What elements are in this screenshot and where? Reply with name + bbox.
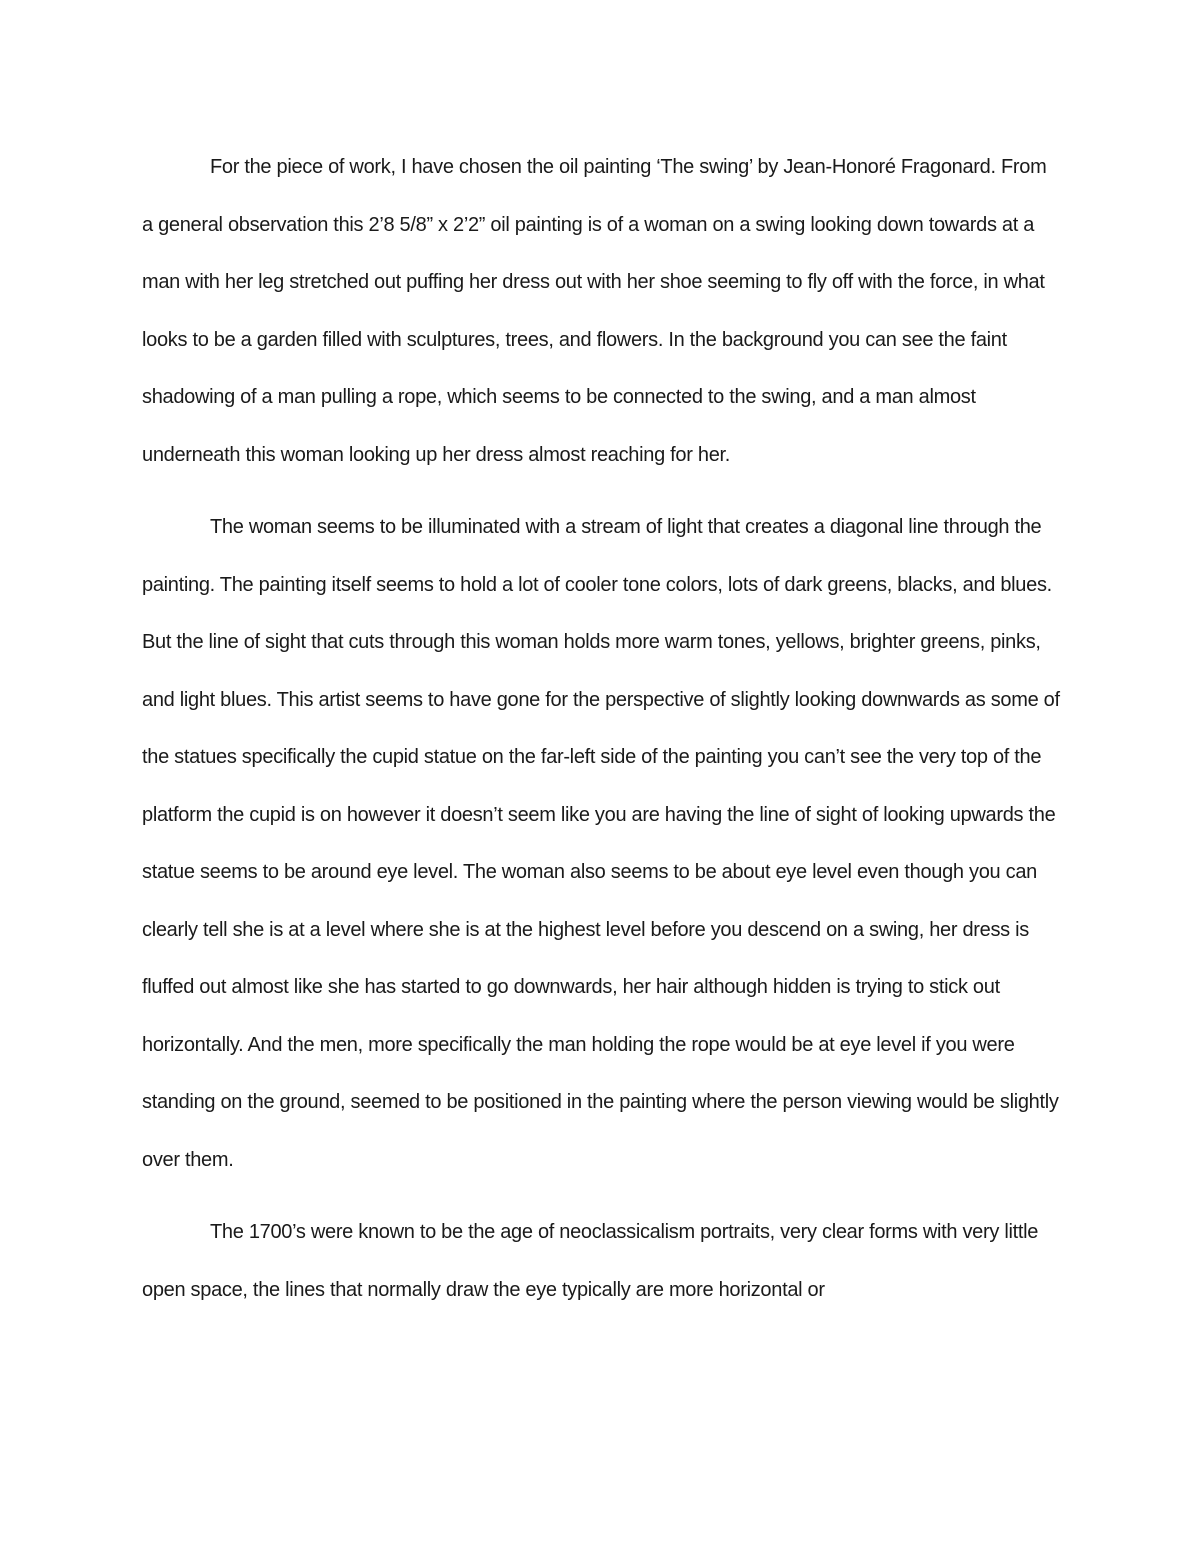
paragraph-3: The 1700’s were known to be the age of neoclassicalism portraits, very clear forms with very little open space, the lines that normally draw the eye typically are more horizontal or xyxy=(142,1221,1039,1301)
paragraph-2: The woman seems to be illuminated with a stream of light that creates a diagonal line through the painting. The painting itself seems to hold a lot of cooler tone colors, lots of dark greens, blacks, and blues. But the line of sight that cuts through this woman holds more warm tones, yellows, brighter greens, pinks, and light blues. This artist seems to have gone for the perspective of slightly looking downwards as some of the statues specifically the cupid statue on the far-left side of the painting you can’t see the very top of the platform the cupid is on however it doesn’t seem like you are having the line of sight of looking upwards the statue seems to be around eye level. The woman also seems to be about eye level even though you can clearly tell she is at a level where she is at the highest level before you descend on a swing, her dress is fluffed out almost like she has started to go downwards, her hair although hidden is trying to stick out horizontally. And the men, more specifically the man holding the rope would be at eye level if you were standing on the ground, seemed to be positioned in the painting where the person viewing would be slightly over them. xyxy=(142,516,1060,1171)
paragraph-1: For the piece of work, I have chosen the oil painting ‘The swing’ by Jean-Honoré Fragonard. From a general observation this 2’8 5/8” x 2’2” oil painting is of a woman on a swing looking down towards at a man with her leg stretched out puffing her dress out with her shoe seeming to fly off with the force, in what looks to be a garden filled with sculptures, trees, and flowers. In the background you can see the faint shadowing of a man pulling a rope, which seems to be connected to the swing, and a man almost underneath this woman looking up her dress almost reaching for her. xyxy=(142,156,1047,466)
essay-body xyxy=(142,139,1062,1319)
